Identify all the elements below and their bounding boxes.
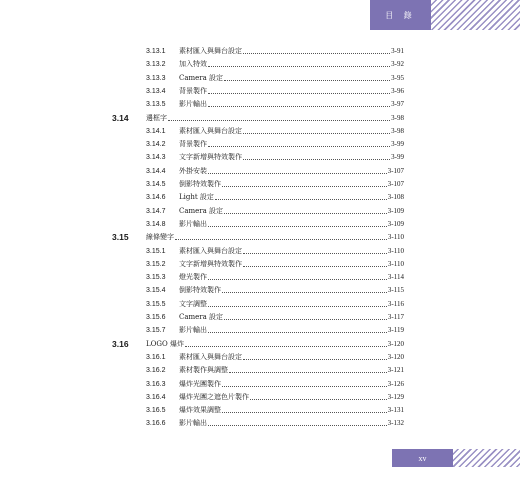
toc-dot-leader: [208, 146, 390, 147]
toc-entry-number: 3.16.3: [146, 380, 166, 388]
toc-entry-number: 3.14.8: [146, 220, 166, 228]
toc-entry-page: 3-110: [387, 233, 404, 242]
toc-entry-title: LOGO 爆炸: [146, 339, 184, 348]
toc-entry-page: 3-115: [387, 286, 404, 295]
toc-dot-leader: [224, 213, 387, 214]
toc-entry-page: 3-96: [391, 86, 404, 95]
toc-subsection-entry: [146, 178, 404, 191]
toc-entry-title: 素材匯入與舞台設定: [179, 352, 242, 361]
toc-dot-leader: [185, 346, 387, 347]
toc-dot-leader: [208, 279, 387, 280]
toc-section-entry: [112, 112, 404, 125]
toc-entry-page: 3-99: [391, 153, 404, 162]
toc-entry-page: 3-99: [391, 140, 404, 149]
toc-entry-page: 3-132: [387, 419, 404, 428]
toc-subsection-entry: [146, 404, 404, 417]
toc-entry-title: Camera 設定: [179, 206, 224, 215]
toc-entry-page: 3-131: [387, 406, 404, 415]
toc-entry-page: 3-97: [391, 100, 404, 109]
toc-entry-page: 3-109: [387, 206, 404, 215]
toc-section-entry: [112, 231, 404, 244]
toc-subsection-entry: [146, 298, 404, 311]
toc-entry-page: 3-110: [387, 246, 404, 255]
toc-entry-page: 3-98: [391, 113, 404, 122]
toc-entry-number: 3.16.6: [146, 420, 166, 428]
toc-entry-title: 邊框字: [146, 113, 167, 122]
toc-dot-leader: [208, 425, 387, 426]
toc-entry-title: 影片輸出: [179, 219, 207, 228]
toc-entry-page: 3-116: [387, 299, 404, 308]
toc-dot-leader: [208, 93, 390, 94]
toc-subsection-entry: [146, 58, 404, 71]
toc-entry-title: 加入特效: [179, 60, 207, 69]
toc-entry-number: 3.15: [112, 232, 129, 243]
toc-dot-leader: [208, 106, 390, 107]
toc-entry-title: 爆炸光團製作: [179, 379, 221, 388]
toc-subsection-entry: [146, 378, 404, 391]
toc-entry-title: 外掛安裝: [179, 166, 207, 175]
toc-subsection-entry: [146, 391, 404, 404]
toc-dot-leader: [215, 199, 387, 200]
toc-dot-leader: [208, 226, 387, 227]
toc-entry-number: 3.14: [112, 112, 129, 123]
toc-entry-title: 素材匯入與舞台設定: [179, 47, 242, 55]
toc-entry-number: 3.16.4: [146, 393, 166, 401]
toc-subsection-entry: [146, 72, 404, 85]
toc-entry-number: 3.13.3: [146, 74, 166, 82]
toc-subsection-entry: [146, 284, 404, 297]
toc-entry-title: 燈光製作: [179, 273, 207, 282]
toc-entry-title: 爆炸效果調整: [179, 406, 221, 415]
toc-dot-leader: [243, 133, 390, 134]
toc-entry-page: 3-117: [387, 313, 404, 321]
toc-entry-number: 3.13.4: [146, 87, 166, 95]
toc-entry-page: 3-109: [387, 219, 404, 228]
toc-entry-title: 倒影特效製作: [179, 286, 221, 295]
toc-dot-leader: [243, 266, 387, 267]
toc-entry-number: 3.14.2: [146, 141, 166, 149]
toc-entry-number: 3.14.6: [146, 194, 166, 202]
toc-dot-leader: [168, 120, 390, 121]
toc-dot-leader: [222, 412, 387, 413]
toc-subsection-entry: [146, 98, 404, 111]
toc-subsection-entry: [146, 151, 404, 164]
toc-entry-title: 文字新增與特效製作: [179, 153, 242, 162]
toc-entry-title: 爆炸光團之遮色片製作: [179, 392, 249, 401]
toc-subsection-entry: [146, 271, 404, 284]
toc-entry-title: 素材製作與調整: [179, 366, 228, 375]
toc-entry-page: 3-114: [387, 273, 404, 282]
toc-entry-title: Camera 設定: [179, 313, 224, 321]
toc-subsection-entry: [146, 258, 404, 271]
toc-entry-page: 3-107: [387, 180, 404, 188]
toc-dot-leader: [208, 332, 387, 333]
toc-entry-page: 3-98: [391, 126, 404, 135]
toc-subsection-entry: [146, 165, 404, 178]
toc-section-entry: [112, 338, 404, 351]
toc-subsection-entry: [146, 138, 404, 151]
toc-dot-leader: [222, 292, 387, 293]
toc-subsection-entry: [146, 85, 404, 98]
toc-entry-number: 3.13.5: [146, 101, 166, 109]
toc-entry-number: 3.14.5: [146, 181, 166, 188]
toc-entry-number: 3.13.2: [146, 61, 166, 69]
toc-entry-number: 3.15.4: [146, 287, 166, 295]
toc-entry-page: 3-110: [387, 259, 404, 268]
page-number: xv: [418, 453, 427, 463]
toc-entry-title: 文字調整: [179, 299, 207, 308]
toc-entry-number: 3.16.5: [146, 407, 166, 415]
toc-entry-title: 影片輸出: [179, 419, 207, 428]
toc-entry-title: 素材匯入與舞台設定: [179, 126, 242, 135]
toc-entry-number: 3.15.5: [146, 300, 166, 308]
toc-entry-number: 3.16: [112, 338, 129, 349]
toc-dot-leader: [224, 80, 390, 81]
toc-entry-page: 3-126: [387, 379, 404, 388]
toc-entry-title: 線條變字: [146, 233, 174, 242]
toc-dot-leader: [222, 386, 387, 387]
toc-entry-number: 3.14.3: [146, 154, 166, 162]
toc-dot-leader: [208, 66, 390, 67]
toc-subsection-entry: [146, 364, 404, 377]
toc-entry-number: 3.15.3: [146, 274, 166, 282]
toc-entry-page: 3-129: [387, 392, 404, 401]
toc-dot-leader: [222, 186, 387, 187]
toc-entry-title: 背景製作: [179, 140, 207, 149]
toc-dot-leader: [243, 359, 387, 360]
toc-dot-leader: [243, 53, 390, 54]
toc-entry-page: 3-92: [391, 60, 404, 69]
toc-entry-page: 3-108: [387, 193, 404, 202]
toc-entry-title: Light 設定: [179, 193, 214, 202]
toc-entry-title: 文字新增與特效製作: [179, 259, 242, 268]
toc-entry-title: Camera 設定: [179, 73, 224, 82]
toc-subsection-entry: [146, 45, 404, 58]
toc-entry-page: 3-91: [391, 47, 404, 55]
toc-dot-leader: [208, 306, 387, 307]
toc-entry-number: 3.13.1: [146, 48, 166, 55]
header-stripe-decoration: [431, 0, 520, 30]
toc-entry-number: 3.14.7: [146, 207, 166, 215]
toc-entry-page: 3-107: [387, 166, 404, 175]
toc-dot-leader: [229, 372, 387, 373]
toc-dot-leader: [224, 319, 387, 320]
toc-subsection-entry: [146, 311, 404, 324]
toc-entry-number: 3.14.1: [146, 127, 166, 135]
toc-subsection-entry: [146, 245, 404, 258]
toc-entry-title: 影片輸出: [179, 100, 207, 109]
header-label-text: 目 錄: [385, 10, 416, 20]
toc-entry-title: 素材匯入與舞台設定: [179, 246, 242, 255]
toc-entry-page: 3-95: [391, 73, 404, 82]
toc-entry-title: 倒影特效製作: [179, 180, 221, 188]
toc-dot-leader: [243, 253, 387, 254]
toc-entry-title: 背景製作: [179, 86, 207, 95]
toc-dot-leader: [175, 239, 387, 240]
footer-page-number-tab: [392, 449, 453, 467]
toc-entry-number: 3.14.4: [146, 167, 166, 175]
toc-subsection-entry: [146, 125, 404, 138]
toc-subsection-entry: [146, 417, 404, 430]
toc-entry-number: 3.15.6: [146, 314, 166, 321]
footer-stripe-decoration: [453, 449, 520, 467]
toc-subsection-entry: [146, 218, 404, 231]
toc-subsection-entry: [146, 205, 404, 218]
toc-entry-number: 3.16.1: [146, 353, 166, 361]
toc-entry-number: 3.15.1: [146, 247, 166, 255]
toc-entry-page: 3-120: [387, 339, 404, 348]
toc-subsection-entry: [146, 324, 404, 337]
toc-entry-page: 3-120: [387, 352, 404, 361]
toc-subsection-entry: [146, 351, 404, 364]
toc-entry-number: 3.15.2: [146, 260, 166, 268]
toc-entry-number: 3.16.2: [146, 367, 166, 375]
toc-entry-title: 影片輸出: [179, 326, 207, 335]
toc-entry-number: 3.15.7: [146, 327, 166, 335]
header-section-label: [370, 0, 431, 30]
toc-dot-leader: [208, 173, 387, 174]
toc-dot-leader: [250, 399, 387, 400]
toc-dot-leader: [243, 159, 390, 160]
toc-entry-page: 3-119: [387, 326, 404, 335]
toc-subsection-entry: [146, 191, 404, 204]
toc-entry-page: 3-121: [387, 366, 404, 375]
